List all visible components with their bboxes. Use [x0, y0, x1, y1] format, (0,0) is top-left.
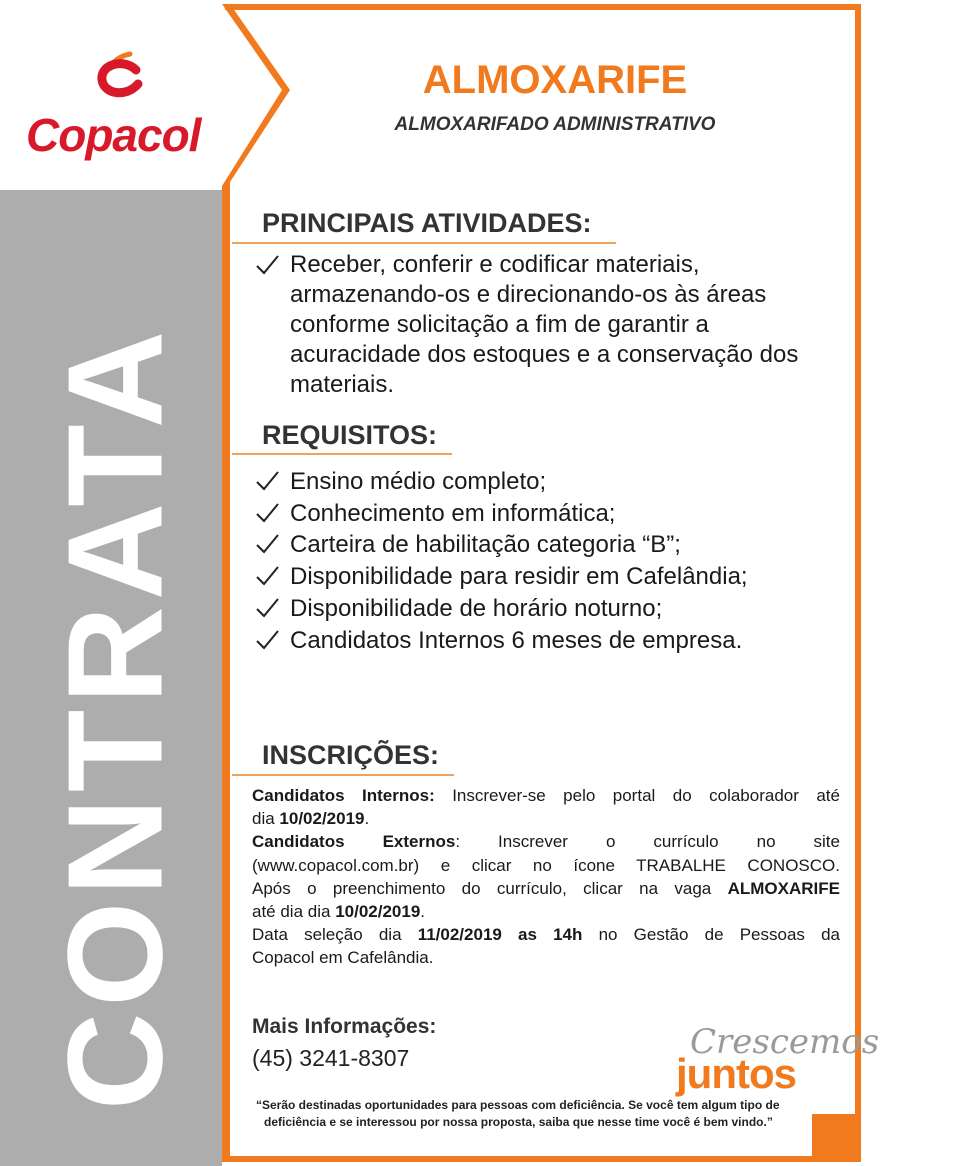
slogan-bold: juntos — [676, 1050, 796, 1097]
requisito-item — [254, 529, 834, 561]
disclaimer — [256, 1097, 816, 1131]
copacol-swoosh-icon — [92, 48, 152, 103]
internos-date: 10/02/2019 — [279, 809, 365, 829]
checkmark-icon — [254, 498, 282, 528]
externos-line — [252, 830, 840, 853]
copacol-logo: Copacol — [26, 109, 201, 161]
disclaimer-line-1: “Serão destinadas oportunidades para pessoas com deficiência. Se você tem algum tipo de — [256, 1098, 780, 1112]
externos-line-2: (www.copacol.com.br) e clicar no ícone TRABALHE CONOSCO. — [252, 855, 840, 875]
phone-number: (45) 3241-8307 — [252, 1045, 410, 1071]
checkmark-icon — [254, 466, 282, 496]
atividades-underline — [232, 242, 616, 244]
checkmark-icon — [254, 561, 282, 591]
atividade-line: materiais. — [290, 371, 395, 398]
internos-label: Candidatos Internos: — [252, 786, 435, 805]
externos-text-3: Após o preenchimento do currículo, clicar na vaga — [252, 878, 712, 898]
checkmark-icon — [254, 529, 282, 559]
requisito-text: Disponibilidade para residir em Cafelândia; — [290, 563, 748, 591]
externos-label: Candidatos Externos — [252, 832, 456, 852]
inscricoes-body — [252, 784, 840, 970]
atividade-item — [254, 250, 832, 400]
requisitos-heading: REQUISITOS: — [262, 420, 438, 450]
internos-date-line: dia 10/02/2019. — [252, 809, 370, 829]
requisito-text: Conhecimento em informática; — [290, 499, 616, 527]
selecao-date: 11/02/2019 as 14h — [417, 925, 583, 945]
externos-vaga: ALMOXARIFE — [727, 878, 840, 898]
slogan-script: Crescemos — [690, 1022, 880, 1062]
job-subtitle: ALMOXARIFADO ADMINISTRATIVO — [394, 114, 716, 135]
checkmark-icon — [254, 625, 282, 655]
requisito-item — [254, 593, 834, 625]
requisito-item — [254, 466, 834, 498]
requisito-text: Disponibilidade de horário noturno; — [290, 594, 663, 622]
internos-text: Inscrever-se pelo portal do colaborador até — [452, 786, 840, 805]
requisito-text: Candidatos Internos 6 meses de empresa. — [290, 626, 743, 654]
atividade-line: conforme solicitação a fim de garantir a — [290, 311, 709, 338]
requisito-item — [254, 498, 834, 530]
selecao-text-1: Data seleção dia — [252, 925, 402, 945]
mais-informacoes-label: Mais Informações: — [252, 1015, 437, 1038]
requisitos-underline — [232, 453, 452, 455]
atividade-line: armazenando-os e direcionando-os às áreas — [290, 281, 767, 308]
requisito-text: Ensino médio completo; — [290, 468, 547, 495]
externos-line-3 — [252, 877, 840, 900]
requisito-item — [254, 625, 834, 657]
job-title: ALMOXARIFE — [422, 58, 688, 102]
externos-date-line: até dia dia 10/02/2019. — [252, 902, 426, 922]
requisitos-list — [254, 466, 834, 656]
requisito-text: Carteira de habilitação categoria “B”; — [290, 531, 681, 559]
contrata-vertical-text: CONTRATA — [39, 324, 191, 1111]
disclaimer-line-2: deficiência e se interessou por nossa proposta, saiba que nesse time você é bem vindo.” — [264, 1115, 773, 1129]
atividades-heading: PRINCIPAIS ATIVIDADES: — [262, 208, 592, 238]
checkmark-icon — [254, 593, 282, 623]
selecao-text-2: no Gestão de Pessoas da — [598, 925, 840, 945]
atividade-line: acuracidade dos estoques e a conservação dos — [290, 341, 799, 368]
externos-date: 10/02/2019 — [335, 902, 421, 922]
atividade-line: Receber, conferir e codificar materiais, — [290, 251, 700, 278]
inscricoes-heading: INSCRIÇÕES: — [262, 740, 440, 770]
internos-line — [252, 784, 840, 807]
checkmark-icon — [254, 250, 282, 280]
atividades-list — [254, 250, 832, 400]
inscricoes-underline — [232, 774, 454, 776]
selecao-line — [252, 923, 840, 946]
externos-text-4: até dia dia — [252, 902, 331, 922]
internos-prefix: dia — [252, 809, 275, 829]
requisito-item — [254, 561, 834, 593]
externos-text: : Inscrever o currículo no site — [455, 832, 840, 852]
selecao-line-2: Copacol em Cafelândia. — [252, 948, 434, 968]
